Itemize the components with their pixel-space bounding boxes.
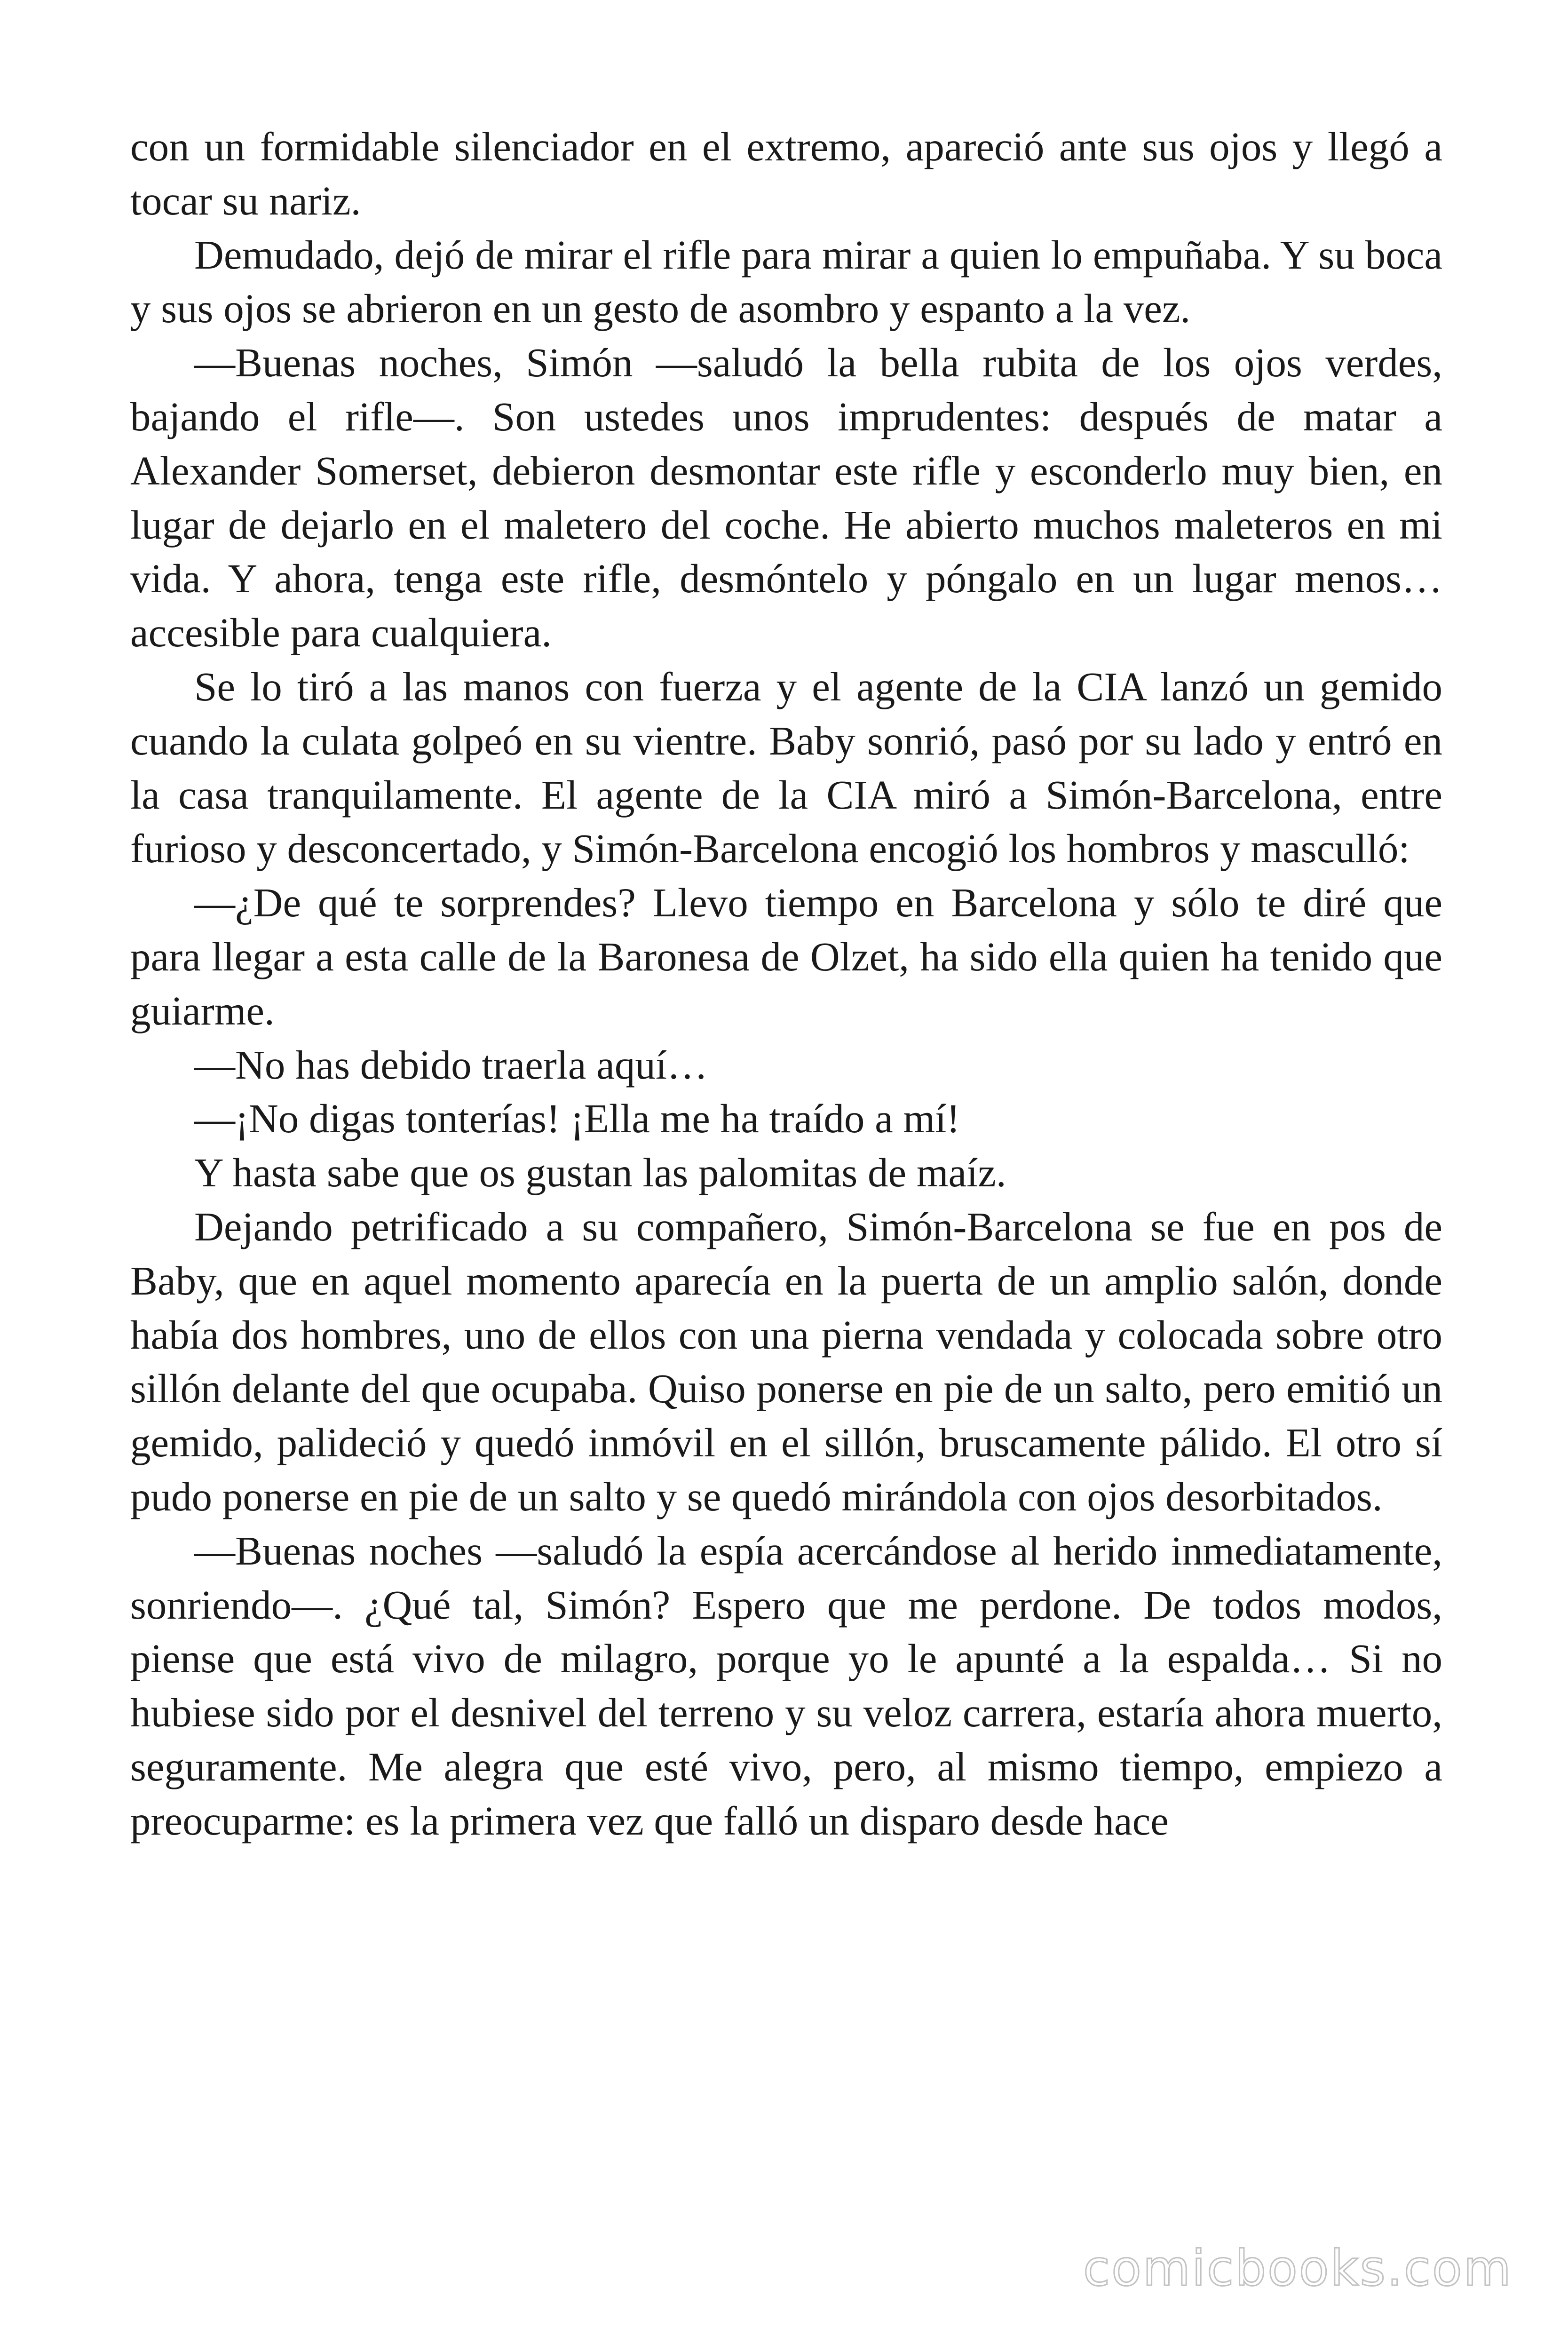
paragraph-6: —No has debido traerla aquí… xyxy=(194,1041,708,1088)
paragraph-3: —Buenas noches, Simón —saludó la bella rubita de los ojos verdes, bajando el rifle—. Son ustedes unos imprudentes: después de matar a Alexander Somerset, debieron desmontar este rifle y esconderlo muy bien, en lugar de dejarlo en el maletero del coche. He abierto muchos maleteros en mi vida. Y ahora, tenga este rifle, desmóntelo y póngalo en un lugar menos… accesible para cualquiera. xyxy=(130,340,1442,656)
paragraph-4: Se lo tiró a las manos con fuerza y el agente de la CIA lanzó un gemido cuando la culata golpeó en su vientre. Baby sonrió, pasó por su lado y entró en la casa tranquilamente. El agente de la CIA miró a Simón-Barcelona, entre furioso y desconcertado, y Simón-Barcelona encogió los hombros y masculló: xyxy=(130,663,1442,872)
paragraph-8: Y hasta sabe que os gustan las palomitas de maíz. xyxy=(194,1150,1006,1196)
watermark: comicbooks.com xyxy=(1083,2240,1513,2297)
paragraph-5: —¿De qué te sorprendes? Llevo tiempo en Barcelona y sólo te diré que para llegar a esta calle de la Baronesa de Olzet, ha sido ella quien ha tenido que guiarme. xyxy=(130,880,1442,1033)
page-text xyxy=(130,120,1442,1848)
paragraph-9: Dejando petrificado a su compañero, Simón-Barcelona se fue en pos de Baby, que en aquel momento aparecía en la puerta de un amplio salón, donde había dos hombres, uno de ellos con una pierna vendada y colocada sobre otro sillón delante del que ocupaba. Quiso ponerse en pie de un salto, pero emitió un gemido, palideció y quedó inmóvil en el sillón, bruscamente pálido. El otro sí pudo ponerse en pie de un salto y se quedó mirándola con ojos desorbitados. xyxy=(130,1203,1442,1519)
paragraph-7: —¡No digas tonterías! ¡Ella me ha traído a mí! xyxy=(194,1096,960,1142)
paragraph-10: —Buenas noches —saludó la espía acercándose al herido inmediatamente, sonriendo—. ¿Qué tal, Simón? Espero que me perdone. De todos modos, piense que está vivo de milagro, porque yo le apunté a la espalda… Si no hubiese sido por el desnivel del terreno y su veloz carrera, estaría ahora muerto, seguramente. Me alegra que esté vivo, pero, al mismo tiempo, empiezo a preocuparme: es la primera vez que falló un disparo desde hace xyxy=(130,1527,1442,1843)
paragraph-2: Demudado, dejó de mirar el rifle para mirar a quien lo empuñaba. Y su boca y sus ojos se abrieron en un gesto de asombro y espanto a la vez. xyxy=(130,231,1442,332)
paragraph-1: con un formidable silenciador en el extremo, apareció ante sus ojos y llegó a tocar su nariz. xyxy=(130,124,1442,223)
